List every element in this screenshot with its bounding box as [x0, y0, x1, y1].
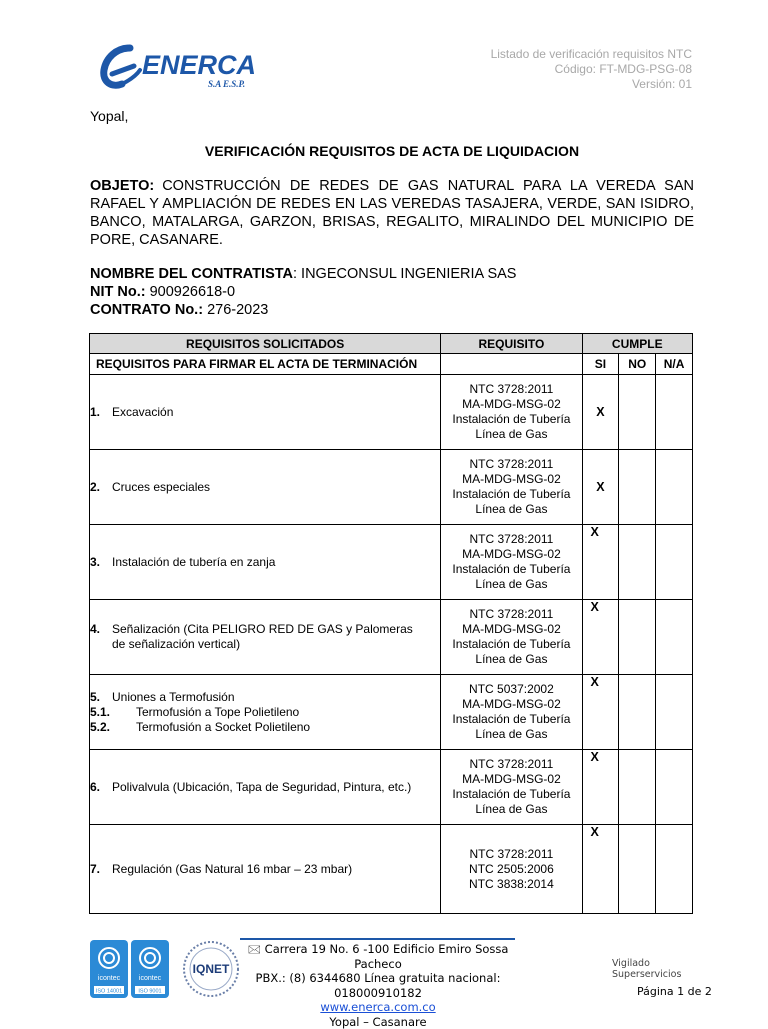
item-label: Señalización (Cita PELIGRO RED DE GAS y Palomeras	[112, 622, 413, 636]
req-line: Línea de Gas	[441, 802, 581, 817]
subheader-na: N/A	[656, 354, 693, 375]
objeto-text: CONSTRUCCIÓN DE REDES DE GAS NATURAL PARA LA VEREDA SAN RAFAEL Y AMPLIACIÓN DE REDES EN LAS VEREDAS TASAJERA, VERDE, SAN ISIDRO, BANCO, MATALARGA, GARZON, BRISAS, REGALITO, MIRALINDO DEL MUNICIPIO DE PORE, CASANARE.	[90, 178, 694, 248]
req-line: Instalación de Tubería	[441, 712, 581, 727]
req-line: Instalación de Tubería	[441, 787, 581, 802]
no-cell	[619, 450, 656, 525]
header-requisito: REQUISITO	[441, 334, 582, 354]
si-mark: X	[582, 600, 619, 675]
req-line: NTC 5037:2002	[441, 682, 581, 697]
contractor-info	[90, 265, 516, 319]
table-row	[90, 750, 693, 825]
page-title: VERIFICACIÓN REQUISITOS DE ACTA DE LIQUIDACION	[90, 143, 694, 159]
cert2-name: icontec	[139, 975, 162, 982]
na-cell	[656, 675, 693, 750]
item-cell	[90, 750, 441, 825]
iqnet-text: IQNET	[193, 962, 230, 976]
table-row	[90, 375, 693, 450]
cert1-iso: ISO 14001	[96, 989, 122, 995]
objeto-label: OBJETO:	[90, 178, 154, 194]
req-line: Línea de Gas	[441, 652, 581, 667]
footer-website-link[interactable]: www.enerca.com.co	[320, 1000, 435, 1014]
si-mark: X	[582, 450, 619, 525]
doc-code: Código: FT-MDG-PSG-08	[491, 62, 692, 77]
subheader-no: NO	[619, 354, 656, 375]
na-cell	[656, 450, 693, 525]
subheader-si: SI	[582, 354, 619, 375]
contrato-value: 276-2023	[203, 302, 268, 318]
no-cell	[619, 375, 656, 450]
subitem-number: 5.1.	[90, 705, 136, 720]
req-line: MA-MDG-MSG-02	[441, 397, 581, 412]
subitem-label: Termofusión a Tope Polietileno	[136, 705, 299, 719]
table-row	[90, 450, 693, 525]
contratista-value: : INGECONSUL INGENIERIA SAS	[293, 266, 516, 282]
requisito-cell	[441, 525, 582, 600]
no-cell	[619, 525, 656, 600]
si-mark: X	[582, 525, 619, 600]
requisito-cell	[441, 375, 582, 450]
footer-contact	[228, 942, 528, 1029]
req-line: MA-MDG-MSG-02	[441, 622, 581, 637]
icontec-9001-seal	[131, 940, 169, 1017]
logo-text: ENERCA	[142, 50, 256, 81]
no-cell	[619, 825, 656, 914]
icontec-logo-icon	[90, 940, 128, 1012]
req-line: NTC 3728:2011	[441, 457, 581, 472]
icontec-14001-seal	[90, 940, 128, 1017]
footer-city: Yopal – Casanare	[228, 1015, 528, 1029]
contrato-label: CONTRATO No.:	[90, 302, 203, 318]
subitem-number: 5.2.	[90, 720, 136, 735]
item-label: Instalación de tubería en zanja	[112, 555, 275, 569]
item-number: 6.	[90, 780, 112, 795]
item-cell	[90, 375, 441, 450]
table-row	[90, 525, 693, 600]
table-row	[90, 675, 693, 750]
item-label: Regulación (Gas Natural 16 mbar – 23 mbar)	[112, 862, 352, 876]
table-row	[90, 600, 693, 675]
item-number: 1.	[90, 405, 112, 420]
req-line: Instalación de Tubería	[441, 487, 581, 502]
item-cell	[90, 675, 441, 750]
cert1-name: icontec	[98, 975, 121, 982]
req-line: Línea de Gas	[441, 577, 581, 592]
req-line: NTC 3728:2011	[441, 757, 581, 772]
na-cell	[656, 750, 693, 825]
item-label: Excavación	[112, 405, 173, 419]
cert2-iso: ISO 9001	[138, 989, 161, 995]
subitem-label: Termofusión a Socket Polietileno	[136, 720, 310, 734]
vigilado-line1: Vigilado	[612, 958, 681, 969]
item-label: Cruces especiales	[112, 480, 210, 494]
no-cell	[619, 600, 656, 675]
vigilado-superservicios	[612, 958, 681, 980]
vigilado-line2: Superservicios	[612, 969, 681, 980]
req-line: NTC 3728:2011	[441, 607, 581, 622]
item-number: 3.	[90, 555, 112, 570]
req-line: Instalación de Tubería	[441, 412, 581, 427]
no-cell	[619, 750, 656, 825]
si-mark: X	[582, 750, 619, 825]
item-cell	[90, 525, 441, 600]
no-cell	[619, 675, 656, 750]
table-subheader-row	[90, 354, 693, 375]
na-cell	[656, 600, 693, 675]
item-cell	[90, 450, 441, 525]
nit-label: NIT No.:	[90, 284, 146, 300]
item-label: Polivalvula (Ubicación, Tapa de Seguridad, Pintura, etc.)	[112, 780, 411, 794]
requisito-cell	[441, 450, 582, 525]
si-mark: X	[582, 375, 619, 450]
logo-subtext: S.A E.S.P.	[208, 79, 245, 89]
objeto-paragraph	[90, 177, 694, 249]
req-line: Instalación de Tubería	[441, 637, 581, 652]
requisito-cell	[441, 600, 582, 675]
doc-title: Listado de verificación requisitos NTC	[491, 47, 692, 62]
requisito-cell	[441, 675, 582, 750]
req-line: NTC 3728:2011	[441, 382, 581, 397]
footer-divider	[240, 938, 515, 940]
req-line: MA-MDG-MSG-02	[441, 547, 581, 562]
item-number: 5.	[90, 690, 112, 705]
nit-value: 900926618-0	[146, 284, 236, 300]
footer-phone: PBX.: (8) 6344680 Línea gratuita nacional: 018000910182	[228, 971, 528, 1000]
subheader-label: REQUISITOS PARA FIRMAR EL ACTA DE TERMINACIÓN	[90, 354, 441, 375]
req-line: Línea de Gas	[441, 427, 581, 442]
page-number: Página 1 de 2	[637, 985, 712, 998]
na-cell	[656, 375, 693, 450]
na-cell	[656, 525, 693, 600]
req-line: MA-MDG-MSG-02	[441, 697, 581, 712]
table-header-row	[90, 334, 693, 354]
si-mark: X	[582, 675, 619, 750]
req-line: NTC 3838:2014	[441, 877, 581, 892]
req-line: Línea de Gas	[441, 727, 581, 742]
subheader-empty	[441, 354, 582, 375]
enerca-logo	[100, 44, 260, 94]
req-line: NTC 3728:2011	[441, 532, 581, 547]
req-line: MA-MDG-MSG-02	[441, 472, 581, 487]
icontec-logo-icon	[131, 940, 169, 1012]
item-label: Uniones a Termofusión	[112, 690, 235, 704]
header-cumple: CUMPLE	[582, 334, 692, 354]
req-line: Línea de Gas	[441, 502, 581, 517]
item-number: 7.	[90, 862, 112, 877]
item-cell	[90, 825, 441, 914]
footer-address: 🖂 Carrera 19 No. 6 -100 Edificio Emiro Sossa Pacheco	[228, 942, 528, 971]
table-row	[90, 825, 693, 914]
item-number: 4.	[90, 622, 112, 637]
item-number: 2.	[90, 480, 112, 495]
req-line: NTC 2505:2006	[441, 862, 581, 877]
req-line: NTC 3728:2011	[441, 847, 581, 862]
contratista-label: NOMBRE DEL CONTRATISTA	[90, 266, 293, 282]
header-requisitos-solicitados: REQUISITOS SOLICITADOS	[90, 334, 441, 354]
requisito-cell	[441, 825, 582, 914]
req-line: Instalación de Tubería	[441, 562, 581, 577]
req-line: MA-MDG-MSG-02	[441, 772, 581, 787]
doc-version: Versión: 01	[491, 77, 692, 92]
si-mark: X	[582, 825, 619, 914]
document-info	[491, 47, 692, 92]
item-label-continuation: de señalización vertical)	[90, 637, 240, 652]
item-cell	[90, 600, 441, 675]
requirements-table	[89, 333, 693, 914]
na-cell	[656, 825, 693, 914]
place-line: Yopal,	[90, 108, 128, 124]
requisito-cell	[441, 750, 582, 825]
